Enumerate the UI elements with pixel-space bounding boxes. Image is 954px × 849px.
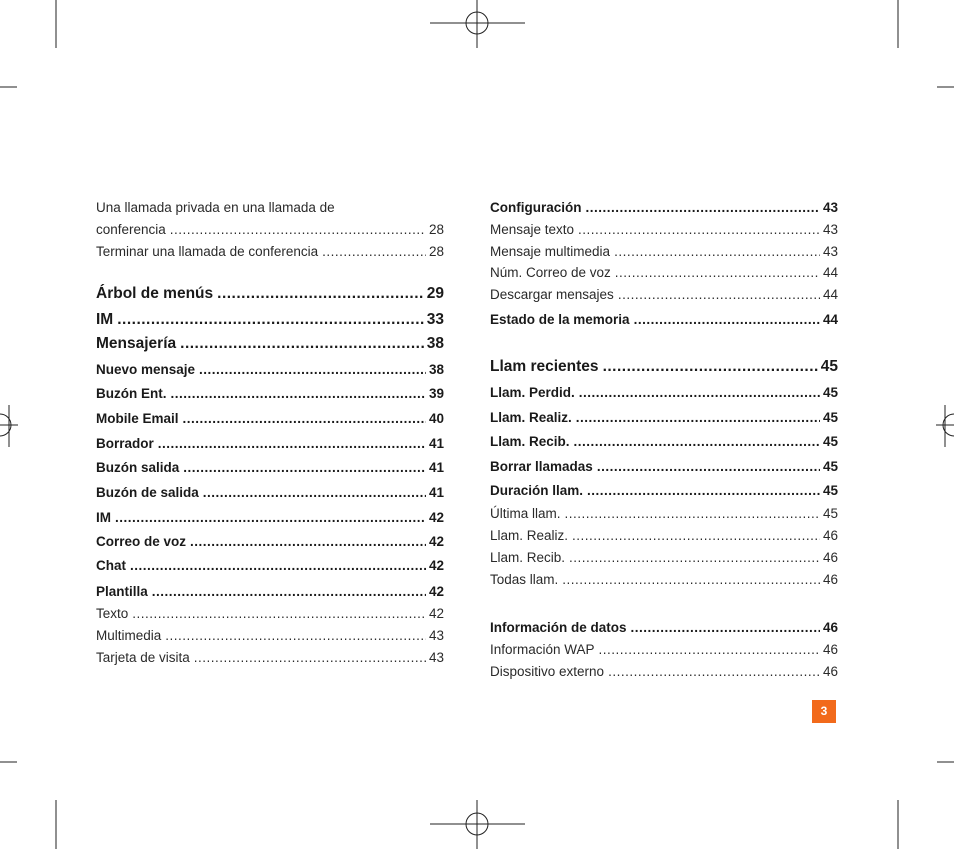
toc-entry[interactable] [490,505,838,523]
toc-entry-title: Mensajería [96,335,177,352]
toc-entry-page: 45 [822,385,838,400]
toc-entry-title: Llam recientes [490,358,599,375]
toc-entry[interactable] [490,619,838,637]
toc-entry[interactable] [96,311,444,329]
toc-entry[interactable] [96,605,444,623]
toc-dot-leader [634,311,820,329]
toc-entry-title: Buzón Ent. [96,386,167,401]
toc-entry[interactable] [490,409,838,427]
toc-entry-title: Llam. Recib. [490,434,570,449]
toc-entry-page: 46 [822,550,838,565]
toc-entry-page: 46 [822,664,838,679]
toc-entry-title: Texto [96,606,129,621]
toc-entry-page: 41 [428,460,444,475]
toc-entry-title: Duración llam. [490,483,584,498]
toc-dot-leader [569,549,820,567]
toc-dot-leader [587,482,820,500]
toc-entry-title: Árbol de menús [96,285,214,302]
toc-entry-title: Información de datos [490,620,627,635]
toc-entry-title: Mensaje texto [490,222,575,237]
toc-dot-leader [631,619,820,637]
toc-entry-page: 43 [822,244,838,259]
toc-entry[interactable] [490,264,838,282]
toc-dot-leader [183,459,426,477]
toc-entry[interactable] [96,285,444,303]
toc-entry[interactable] [490,549,838,567]
toc-entry-page: 42 [428,510,444,525]
toc-dot-leader [614,243,820,261]
toc-entry-page: 41 [428,436,444,451]
toc-entry-title: Mensaje multimedia [490,244,611,259]
toc-dot-leader [599,641,820,659]
toc-entry-title: Estado de la memoria [490,312,630,327]
toc-entry[interactable] [96,509,444,527]
toc-entry-page: 42 [428,584,444,599]
toc-entry[interactable] [96,533,444,551]
toc-entry-title: Descargar mensajes [490,287,614,302]
toc-entry[interactable] [96,459,444,477]
toc-entry[interactable] [490,221,838,239]
toc-entry-page: 45 [822,459,838,474]
toc-dot-leader [562,571,820,589]
toc-entry[interactable] [490,571,838,589]
toc-dot-leader [603,358,818,376]
toc-entry[interactable] [490,384,838,402]
toc-dot-leader [194,649,426,667]
toc-entry-title: Información WAP [490,642,595,657]
toc-entry-page: 44 [822,265,838,280]
toc-entry-title: Borrador [96,436,154,451]
toc-entry-title: Dispositivo externo [490,664,605,679]
toc-dot-leader [572,527,820,545]
toc-dot-leader [171,385,426,403]
toc-entry-title: Terminar una llamada de conferencia [96,244,319,259]
toc-dot-leader [576,409,820,427]
toc-entry-title: Núm. Correo de voz [490,265,611,280]
toc-entry[interactable] [490,358,838,376]
toc-dot-leader [183,410,426,428]
toc-intro-text: Una llamada privada en una llamada de [96,200,335,215]
toc-entry[interactable] [490,482,838,500]
toc-entry-page: 42 [428,534,444,549]
toc-entry-title: Mobile Email [96,411,179,426]
toc-dot-leader [130,557,426,575]
toc-entry-page: 46 [822,572,838,587]
toc-entry-title: Última llam. [490,506,561,521]
toc-intro-line [96,199,444,217]
toc-entry-title: Llam. Realiz. [490,410,572,425]
toc-entry-page: 43 [428,628,444,643]
toc-dot-leader [618,286,820,304]
toc-entry-title: Buzón salida [96,460,180,475]
toc-dot-leader [132,605,426,623]
toc-entry-page: 45 [822,410,838,425]
toc-entry[interactable] [490,527,838,545]
toc-entry-page: 28 [428,222,444,237]
toc-dot-leader [158,435,426,453]
toc-dot-leader [170,221,426,239]
toc-entry-page: 33 [426,311,444,328]
toc-dot-leader [217,285,424,303]
toc-entry-page: 43 [822,222,838,237]
toc-entry[interactable] [96,627,444,645]
toc-dot-leader [578,221,820,239]
toc-entry[interactable] [490,286,838,304]
toc-entry[interactable] [96,361,444,379]
toc-entry-page: 46 [822,528,838,543]
toc-entry-page: 43 [428,650,444,665]
toc-entry-title: Llam. Realiz. [490,528,569,543]
toc-entry-title: IM [96,311,114,328]
toc-entry-page: 41 [428,485,444,500]
toc-entry[interactable] [96,435,444,453]
toc-entry-page: 28 [428,244,444,259]
toc-entry-title: Tarjeta de visita [96,650,190,665]
toc-dot-leader [586,199,820,217]
toc-entry-title: Borrar llamadas [490,459,593,474]
toc-entry-page: 45 [822,434,838,449]
toc-dot-leader [597,458,820,476]
toc-dot-leader [115,509,426,527]
page-number-badge: 3 [812,700,836,723]
toc-entry[interactable] [96,385,444,403]
toc-entry-page: 45 [822,483,838,498]
toc-entry[interactable] [490,199,838,217]
toc-dot-leader [565,505,820,523]
toc-entry[interactable] [96,410,444,428]
toc-entry-page: 44 [822,287,838,302]
toc-entry-page: 38 [428,362,444,377]
toc-dot-leader [117,311,424,329]
toc-entry[interactable] [96,335,444,353]
toc-dot-leader [199,361,426,379]
toc-entry-page: 38 [426,335,444,352]
toc-entry-title: Buzón de salida [96,485,199,500]
toc-dot-leader [165,627,426,645]
toc-entry-title: Plantilla [96,584,148,599]
toc-entry[interactable] [96,649,444,667]
toc-entry-page: 45 [822,506,838,521]
toc-entry-title: Chat [96,558,126,573]
toc-entry-page: 46 [822,642,838,657]
toc-entry-page: 44 [822,312,838,327]
toc-dot-leader [152,583,426,601]
toc-entry-page: 42 [428,606,444,621]
toc-entry-title: Todas llam. [490,572,559,587]
toc-dot-leader [322,243,426,261]
toc-dot-leader [615,264,820,282]
toc-entry[interactable] [96,557,444,575]
toc-entry-title: conferencia [96,222,166,237]
toc-dot-leader [608,663,820,681]
toc-entry-title: Correo de voz [96,534,187,549]
toc-entry[interactable] [490,243,838,261]
toc-entry-title: Nuevo mensaje [96,362,196,377]
toc-dot-leader [574,433,820,451]
toc-entry[interactable] [490,458,838,476]
toc-entry-title: Llam. Perdid. [490,385,575,400]
toc-entry[interactable] [96,243,444,261]
toc-entry[interactable] [490,663,838,681]
toc-entry-title: Multimedia [96,628,162,643]
toc-entry[interactable] [96,221,444,239]
toc-entry[interactable] [490,311,838,329]
toc-entry[interactable] [490,641,838,659]
toc-entry[interactable] [490,433,838,451]
toc-entry-page: 43 [822,200,838,215]
toc-entry-page: 42 [428,558,444,573]
toc-entry-page: 39 [428,386,444,401]
toc-dot-leader [190,533,426,551]
toc-entry-page: 29 [426,285,444,302]
toc-entry-page: 40 [428,411,444,426]
toc-entry-title: Llam. Recib. [490,550,566,565]
toc-dot-leader [203,484,426,502]
toc-entry[interactable] [96,583,444,601]
toc-entry[interactable] [96,484,444,502]
toc-entry-title: IM [96,510,111,525]
toc-entry-page: 46 [822,620,838,635]
toc-dot-leader [579,384,820,402]
toc-dot-leader [180,335,424,353]
toc-entry-title: Configuración [490,200,582,215]
toc-entry-page: 45 [820,358,838,375]
